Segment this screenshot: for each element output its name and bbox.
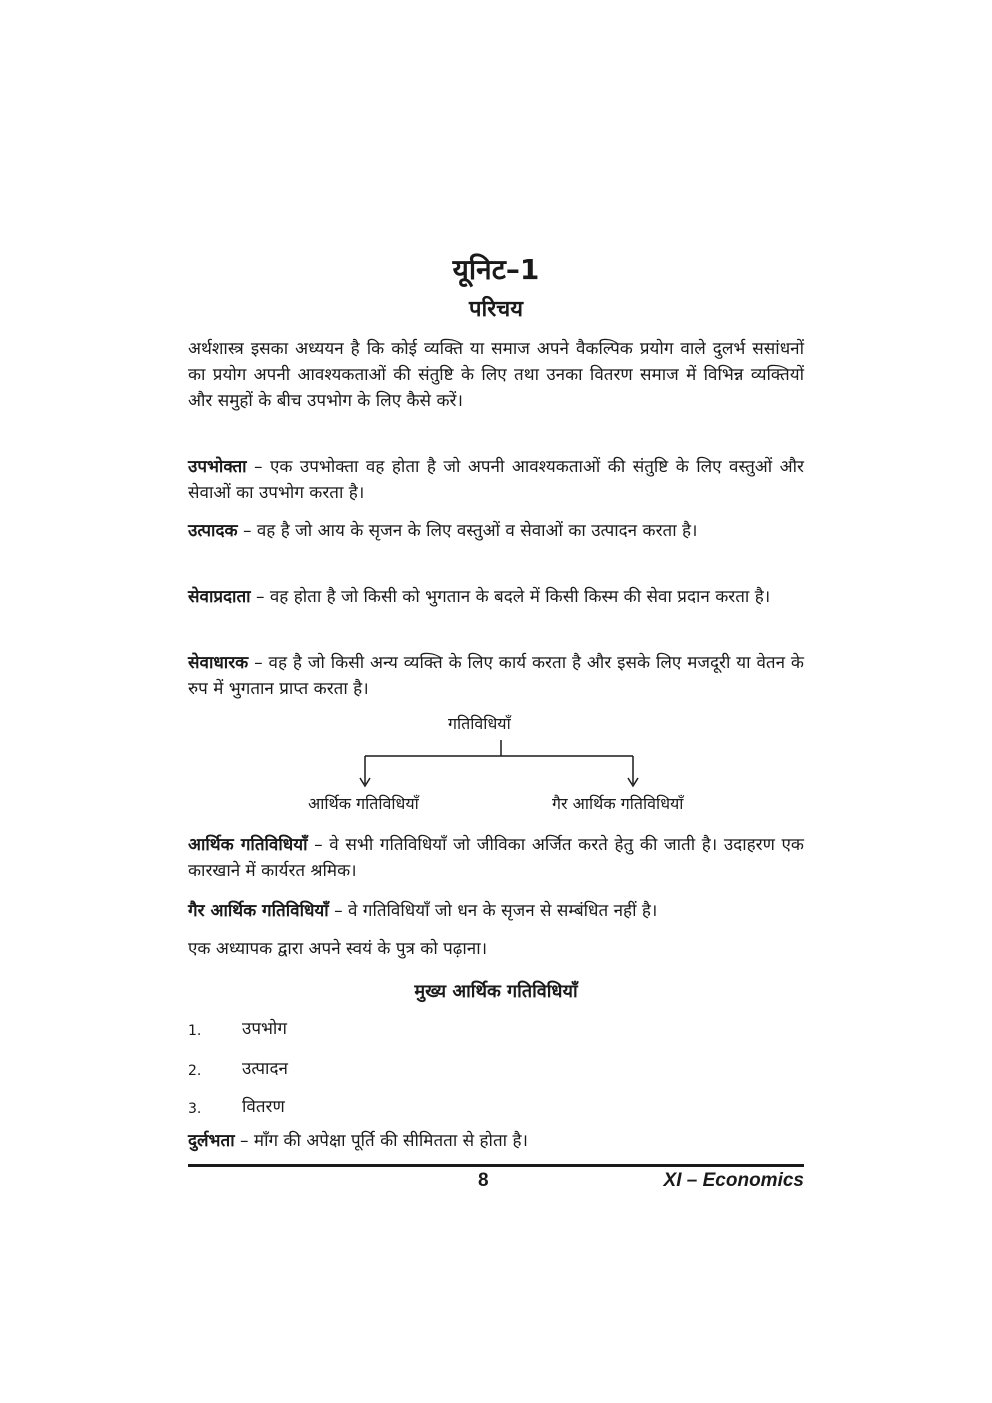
- diagram-connectors: [188, 712, 804, 822]
- definition-term: सेवाधारक: [188, 653, 249, 673]
- diagram-left-label: आर्थिक गतिविधियाँ: [308, 794, 419, 813]
- definition-service-provider: [188, 584, 804, 610]
- non-economic-activities-definition: [188, 898, 804, 924]
- activities-diagram: [188, 712, 804, 822]
- definition-term: गैर आर्थिक गतिविधियाँ: [188, 901, 329, 921]
- subject-label: XI – Economics: [663, 1170, 804, 1191]
- definition-term: उपभोक्ता: [188, 457, 247, 477]
- main-activities-heading: मुख्य आर्थिक गतिविधियाँ: [414, 981, 578, 1002]
- diagram-right-label: गैर आर्थिक गतिविधियाँ: [552, 794, 684, 813]
- definition-term: सेवाप्रदाता: [188, 587, 251, 607]
- scarcity-definition: [188, 1128, 804, 1154]
- list-item-number: 3.: [188, 1101, 202, 1117]
- definition-text: – माँग की अपेक्षा पूर्ति की सीमितता से होता है।: [234, 1131, 528, 1151]
- definition-text: – वह है जो किसी अन्य व्यक्ति के लिए कार्य करता है और इसके लिए मजदूरी या वेतन के रुप में भुगतान प्राप्त करता है।: [188, 653, 804, 699]
- definition-text: – एक उपभोक्ता वह होता है जो अपनी आवश्यकताओं की संतुष्टि के लिए वस्तुओं और सेवाओं का उपभोग करता है।: [188, 457, 804, 503]
- definition-consumer: [188, 454, 804, 506]
- definition-text: – वह होता है जो किसी को भुगतान के बदले में किसी किस्म की सेवा प्रदान करता है।: [250, 587, 771, 607]
- definition-term: आर्थिक गतिविधियाँ: [188, 835, 308, 855]
- definition-term: दुर्लभता: [188, 1131, 235, 1151]
- economic-activities-definition: [188, 832, 804, 884]
- page-number: 8: [478, 1170, 489, 1191]
- definition-text: – वे सभी गतिविधियाँ जो जीविका अर्जित करते हेतु की जाती है। उदाहरण एक कारखाने में कार्यरत श्रमिक।: [188, 835, 804, 881]
- list-item-number: 2.: [188, 1063, 202, 1079]
- footer-divider: [188, 1164, 804, 1167]
- definition-service-holder: [188, 650, 804, 702]
- unit-title: यूनिट–1: [452, 253, 540, 286]
- intro-paragraph: अर्थशास्त्र इसका अध्ययन है कि कोई व्यक्ति या समाज अपने वैकल्पिक प्रयोग वाले दुलर्भ ससांधनों का प्रयोग अपनी आवश्यकताओं की संतुष्टि के लिए तथा उनका वितरण समाज में विभिन्न व्यक्तियों और समुहों के बीच उपभोग के लिए कैसे करें।: [188, 339, 804, 411]
- example-paragraph: एक अध्यापक द्वारा अपने स्वयं के पुत्र को पढ़ाना।: [188, 939, 488, 959]
- list-item-number: 1.: [188, 1023, 202, 1039]
- document-page: [188, 0, 804, 1403]
- list-item-label: उत्पादन: [242, 1059, 288, 1079]
- diagram-root-label: गतिविधियाँ: [448, 714, 511, 733]
- definition-term: उत्पादक: [188, 521, 238, 541]
- definition-producer: [188, 518, 804, 544]
- definition-text: – वे गतिविधियाँ जो धन के सृजन से सम्बंधित नहीं है।: [328, 901, 658, 921]
- definition-text: – वह है जो आय के सृजन के लिए वस्तुओं व सेवाओं का उत्पादन करता है।: [237, 521, 698, 541]
- section-title: परिचय: [469, 297, 523, 322]
- list-item-label: उपभोग: [242, 1019, 287, 1039]
- list-item-label: वितरण: [242, 1097, 285, 1117]
